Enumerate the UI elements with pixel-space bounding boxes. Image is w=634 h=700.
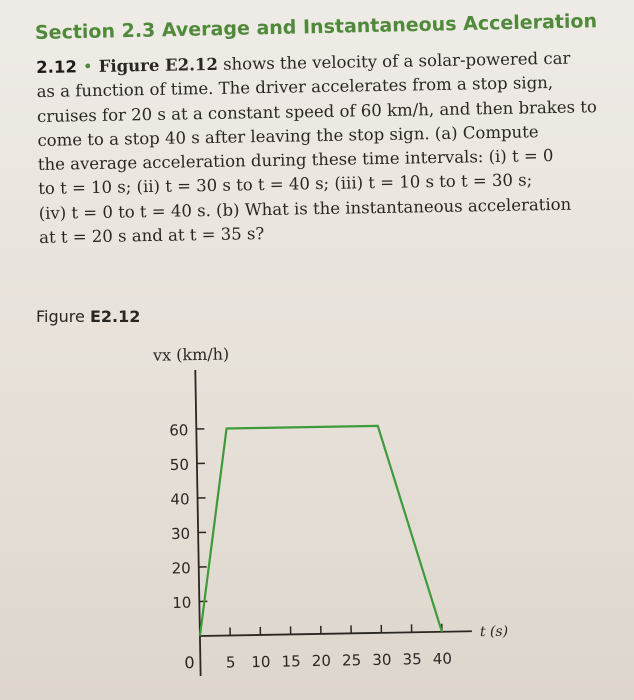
- figure-label-prefix: Figure: [36, 307, 85, 326]
- x-tick-label: 5: [225, 653, 236, 672]
- problem-line-5: the average acceleration during these time intervals: (i) t = 0: [37, 146, 554, 175]
- problem-number: 2.12: [36, 57, 78, 77]
- x-tick-label: 40: [432, 649, 453, 668]
- problem-line-3: cruises for 20 s at a constant speed of 60 km/h, and then brakes to: [36, 96, 597, 126]
- x-axis: [200, 631, 472, 636]
- x-tick-label: 15: [281, 652, 301, 671]
- figure-label-number: E2.12: [89, 307, 141, 326]
- figure-reference: Figure E2.12: [98, 54, 219, 76]
- problem-line-7: (iv) t = 0 to t = 40 s. (b) What is the instantaneous acceleration: [38, 194, 572, 223]
- x-tick-label: 10: [251, 652, 271, 672]
- bullet-icon: •: [82, 57, 93, 77]
- x-tick-label: 25: [341, 651, 362, 670]
- problem-line-6: to t = 10 s; (ii) t = 30 s to t = 40 s; (iii) t = 10 s to t = 30 s;: [38, 170, 533, 199]
- y-tick-label: 60: [169, 421, 189, 440]
- y-tick-label: 10: [172, 593, 192, 612]
- problem-line-4: come to a stop 40 s after leaving the stop sign. (a) Compute: [37, 122, 539, 150]
- x-tick-label: 20: [311, 651, 332, 671]
- velocity-line: [196, 425, 442, 636]
- section-title: Section 2.3 Average and Instantaneous Acceleration: [34, 10, 598, 44]
- y-tick-label: 50: [169, 455, 190, 474]
- origin-label: 0: [184, 653, 195, 673]
- y-tick-label: 40: [170, 490, 190, 509]
- y-axis-label: vx (km/h): [152, 344, 230, 365]
- x-tick-label: 30: [372, 650, 392, 669]
- problem-line-text: shows the velocity of a solar-powered car: [222, 48, 571, 74]
- x-tick-label: 35: [402, 650, 422, 669]
- x-axis-label: t (s): [479, 623, 509, 641]
- y-tick-label: 20: [171, 559, 191, 578]
- problem-line-8: at t = 20 s and at t = 35 s?: [39, 224, 265, 248]
- y-tick-label: 30: [170, 524, 191, 543]
- problem-line-2: as a function of time. The driver accelerates from a stop sign,: [36, 73, 554, 102]
